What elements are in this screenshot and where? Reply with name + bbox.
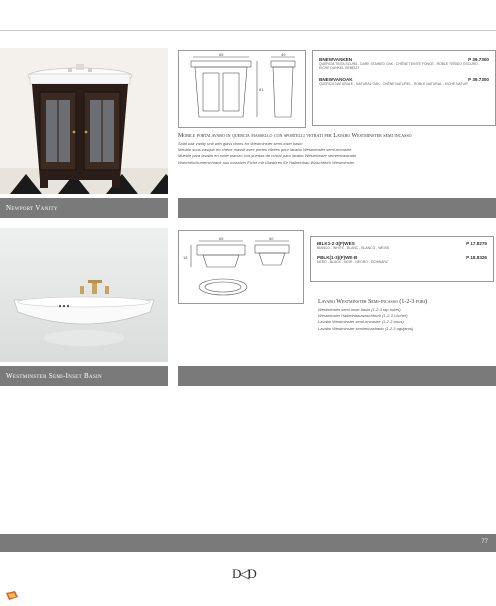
dim-depth: 50 xyxy=(269,236,274,241)
product-code: PBLK(1-3)(F)WE-B xyxy=(317,255,358,261)
finish-description: QUERCIA TINTA SCURA - DARK STAINED OAK - CHÊNE TEINTÉ FONCÉ - ROBLE TEÑIDO OSCURO - EICHE DUNKEL GEBEIZT xyxy=(319,62,480,71)
section-bar xyxy=(178,198,496,218)
dim-depth: 49 xyxy=(281,52,286,57)
technical-drawing xyxy=(178,50,306,128)
dim-height: 18 xyxy=(183,255,188,260)
product-code-box xyxy=(312,50,496,126)
footer-bar xyxy=(0,534,496,552)
product-code: BNEWVANOAK xyxy=(319,76,353,82)
product-caption: Newport Vanity xyxy=(0,198,168,218)
product-caption: Westminster Semi-Inset Basin xyxy=(0,366,168,386)
page-number: 77 xyxy=(481,539,488,545)
description-line: Lavabo Westminster semiencastrado (1-2-3 agujeros) xyxy=(318,325,414,331)
finish-description: BIANCO - WHITE - BLANC - BLANCO - WEISS xyxy=(317,246,390,250)
basin-photo xyxy=(0,228,168,362)
product-price: P 18.8326 xyxy=(466,255,487,261)
product-code-box xyxy=(310,236,494,282)
product-title: Mobile portalavabo in quercia massello con sportelli vetrati per Lavabo Westminster semi incasso xyxy=(178,133,412,139)
section-bar xyxy=(178,366,496,386)
header-rule xyxy=(0,30,496,31)
vanity-photo xyxy=(0,48,168,194)
finish-description: QUERCIA NATURALE - NATURAL OAK - CHÊNE NATUREL - ROBLE NATURAL - EICHE NATUR xyxy=(319,81,468,86)
brand-logo: D◁D xyxy=(232,566,255,581)
product-price: P 17.8275 xyxy=(466,241,487,246)
product-code: IBLK1-2-3(F)WES xyxy=(317,241,355,246)
dim-width: 65 xyxy=(219,236,224,241)
description-line: Solid oak vanity unit with glass doors for Westminster semi-inset basin xyxy=(178,141,303,146)
product-description xyxy=(318,298,494,332)
product-title: Lavabo Westminster Semi-incasso (1-2-3 fori) xyxy=(318,299,427,305)
technical-drawing xyxy=(178,230,304,304)
product-price: P 39.7300 xyxy=(468,76,489,82)
product-price: P 39.7300 xyxy=(468,57,489,62)
flag-icon[interactable] xyxy=(6,588,18,606)
description-line: Waschtischunterschrank aus massiver Eiche mit Glastüren für Halbeinbau-Waschtisch Westminster xyxy=(178,159,355,165)
dim-height: 81 xyxy=(259,87,264,92)
finish-description: NERO - BLACK - NOIR - NEGRO - SCHWARZ xyxy=(317,260,388,265)
description-line: Lavabo Westminster semi-encastré (1-2-3 trous) xyxy=(318,319,404,325)
description-line: Westminster Halbeinbauwaschtisch (1-2-3 Löcher) xyxy=(318,313,408,319)
product-description xyxy=(178,132,496,166)
description-line: Meuble sous-vasque en chêne massif avec portes vitrées pour lavabo Westminster semi-encastré xyxy=(178,147,352,153)
description-line: Westminster semi-inset basin (1-2-3 tap holes) xyxy=(318,307,401,312)
dim-width: 65 xyxy=(219,52,224,57)
description-line: Mueble para lavabo en roble macizo con puertas de cristal para lavabo Westminster semiencastrado xyxy=(178,153,357,159)
product-code: BNEWVANKEN xyxy=(319,57,353,62)
